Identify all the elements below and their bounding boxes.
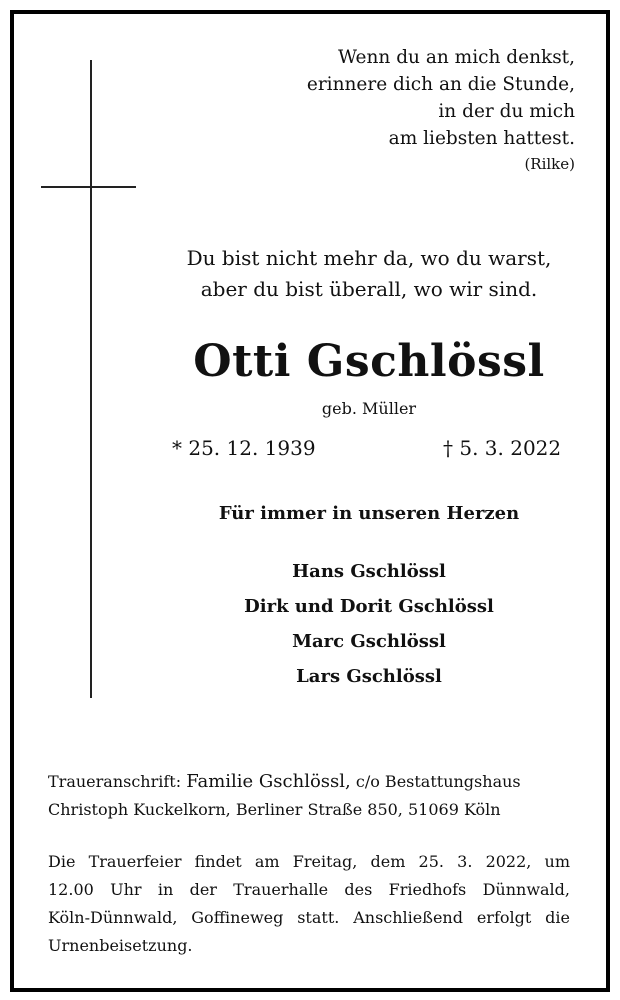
poem-line: Wenn du an mich denkst, — [338, 47, 575, 68]
mourners-list — [154, 554, 584, 694]
death-date: † 5. 3. 2022 — [443, 436, 562, 460]
quote-line: Du bist nicht mehr da, wo du warst, — [186, 246, 552, 270]
poem — [245, 44, 575, 177]
quote-line: aber du bist überall, wo wir sind. — [200, 277, 538, 301]
service-info — [48, 848, 570, 960]
service-line: Urnenbeisetzung. — [48, 936, 193, 955]
address-family: Familie Gschlössl, — [186, 771, 351, 792]
cross-icon-horizontal — [41, 186, 136, 188]
mourner-name: Lars Gschlössl — [296, 666, 442, 687]
service-line: Köln-Dünnwald, Goffineweg statt. Anschließend erfolgt die — [48, 908, 570, 927]
quote — [154, 243, 584, 305]
service-line: Die Trauerfeier findet am Freitag, dem 25. 3. 2022, um — [48, 852, 570, 871]
deceased-name: Otti Gschlössl — [193, 336, 545, 387]
birth-date: * 25. 12. 1939 — [172, 436, 316, 460]
poem-line: in der du mich — [438, 101, 575, 122]
address-label: Traueranschrift: — [48, 772, 182, 791]
mourner-name: Hans Gschlössl — [292, 561, 446, 582]
motto: Für immer in unseren Herzen — [218, 503, 520, 524]
mourner-name: Dirk und Dorit Gschlössl — [244, 596, 494, 617]
poem-line: am liebsten hattest. — [388, 128, 575, 149]
service-line: 12.00 Uhr in der Trauerhalle des Friedhofs Dünnwald, — [48, 880, 570, 899]
cross-icon-vertical — [90, 60, 92, 698]
obituary-notice — [10, 10, 610, 992]
address-line: Christoph Kuckelkorn, Berliner Straße 850, 51069 Köln — [48, 800, 501, 819]
poem-line: erinnere dich an die Stunde, — [306, 74, 575, 95]
poem-attribution: (Rilke) — [524, 155, 575, 173]
mourning-address — [48, 768, 570, 824]
birth-name: geb. Müller — [321, 399, 417, 418]
address-care-of: c/o Bestattungshaus — [355, 772, 521, 791]
mourner-name: Marc Gschlössl — [292, 631, 446, 652]
